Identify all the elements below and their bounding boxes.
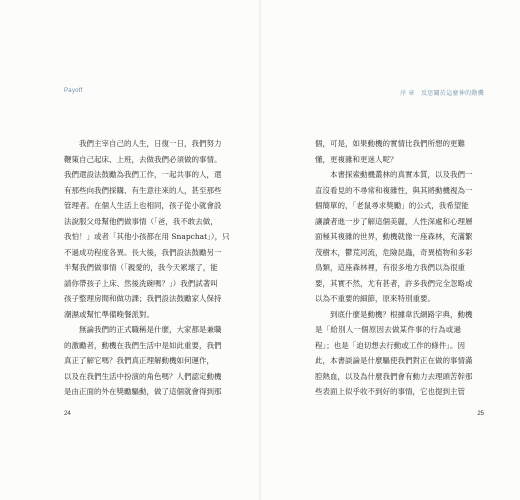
text-line: 懂，更複雜和更迷人呢？ bbox=[315, 154, 398, 164]
running-head: Payoff bbox=[64, 88, 83, 94]
text-line: 的激勵者，動機在我們生活中是如此重要，我們 bbox=[64, 340, 222, 350]
text-line: 無論我們的正式職稱是什麼，大家都是兼職 bbox=[79, 325, 222, 334]
text-line: 是「給別人一個原因去做某件事的行為或過 bbox=[315, 325, 461, 334]
text-line: 個，可是，如果動機的實情比我們所想的更難 bbox=[315, 139, 465, 148]
text-line: 以為不重要的細節，原來特別重要。 bbox=[315, 294, 435, 303]
right-page bbox=[261, 0, 520, 500]
text-line: 到底什麼是動機？根據韋氏網路字典，動機 bbox=[330, 309, 473, 319]
text-line: 本書探索動機叢林的真實本質，以及我們一 bbox=[330, 170, 473, 179]
text-line: 我們還設法鼓勵為我們工作，一起共事的人，還 bbox=[64, 170, 222, 179]
text-line: 茂樹木，鬱荒河流，危險昆蟲，奇異植物和多彩 bbox=[315, 247, 473, 257]
text-line: 以及在我們生活中扮演的角色嗎？人們認定動機 bbox=[64, 371, 222, 381]
running-head: 序 章 反思關於這麼神的動機 bbox=[400, 91, 484, 97]
text-line: 腔熱血，以及為什麼我們會有動力去理頭苦幹那 bbox=[315, 371, 473, 381]
text-line: 直沒看見的不尋常和複雜性，與其將動機視為一 bbox=[315, 185, 473, 195]
text-line: 些表面上似乎收不到好的事情，它也提到主管 bbox=[315, 387, 465, 396]
text-line: 半幫我們做事情（「親愛的，我今天累壞了，能 bbox=[64, 263, 218, 272]
text-line: 有那些向我們採購、有生意往來的人，甚至那些 bbox=[64, 185, 222, 195]
left-page bbox=[0, 0, 259, 500]
text-line: 鳥類，這座森林裡，有很多地方我們以為很重 bbox=[315, 263, 465, 272]
text-line: 管理者。在個人生活上也相同，孩子從小就會設 bbox=[64, 201, 222, 210]
text-line: 個簡單的，「老鼠尋求獎勵」的公式，我希望能 bbox=[315, 201, 469, 210]
page-number: 24 bbox=[64, 411, 71, 417]
text-line: 鞭策自己起床、上班，去做我們必須做的事情。 bbox=[64, 154, 222, 164]
text-line: 面極其複雜的世界，動機就像一座森林，充滿繁 bbox=[315, 232, 473, 241]
text-line: 不過成功程度各異。長大後，我們設法鼓勵另一 bbox=[64, 247, 222, 257]
text-line: 程」；也是「迫切想去行動或工作的條件」。因 bbox=[315, 340, 465, 350]
page-number: 25 bbox=[477, 411, 484, 417]
body-text bbox=[64, 136, 230, 400]
text-line: 請你帶孩子上床、然後洗碗嗎？」）我們試著叫 bbox=[64, 278, 218, 288]
text-line: 是由正面的外在獎勵驅動，做了這個就會得到那 bbox=[64, 387, 222, 396]
text-line: 法說服父母幫他們做事情（「爸，我不敢去做， bbox=[64, 216, 218, 226]
text-line: 潮濕或幫忙準備晚餐派對。 bbox=[64, 309, 154, 319]
text-line: 我們主宰自己的人生，日復一日，我們努力 bbox=[79, 139, 222, 148]
text-line: 我怕！」或者「其他小孩都在用 Snapchat」），只 bbox=[64, 232, 230, 241]
text-line: 要，其實不然，尤有甚者，許多我們完全忽略或 bbox=[315, 278, 473, 288]
text-line: 讓讀者進一步了解這個美麗，人性深處和心理層 bbox=[315, 216, 473, 226]
body-text bbox=[315, 136, 473, 400]
text-line: 真正了解它嗎？我們真正理解動機如何運作， bbox=[64, 356, 214, 365]
text-line: 孩子整理房間和做功課；我們設法鼓勵家人保持 bbox=[64, 294, 222, 303]
text-line: 此，本書談論是什麼驅使我們對正在做的事情滿 bbox=[315, 356, 473, 365]
